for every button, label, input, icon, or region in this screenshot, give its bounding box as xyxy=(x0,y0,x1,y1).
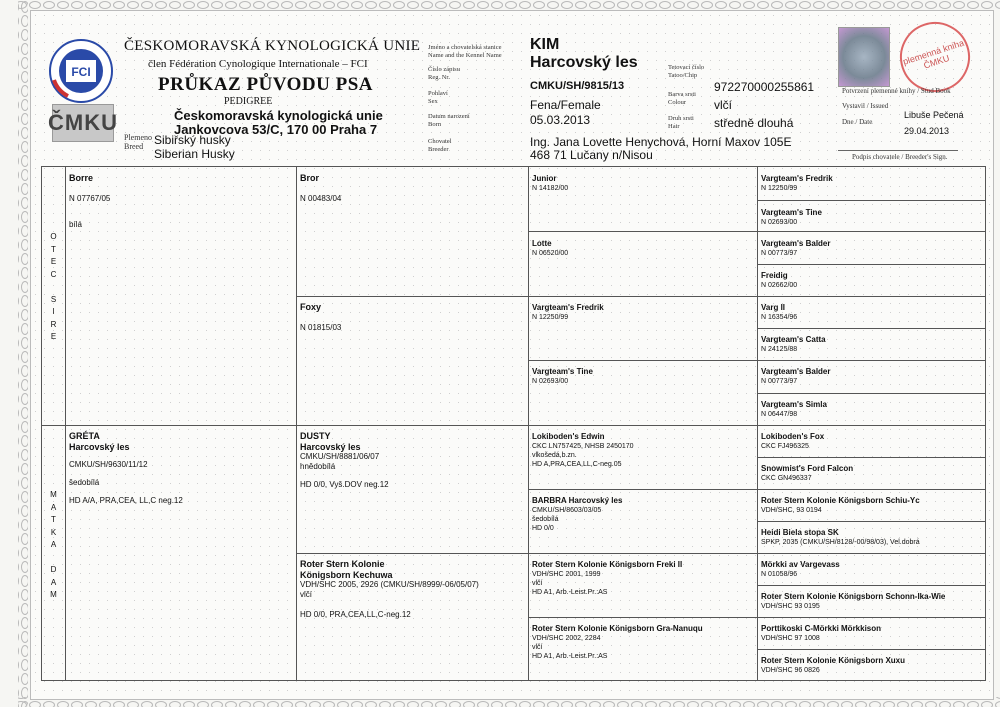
breeder-sign-label: Podpis chovatele / Breeder's Sign. xyxy=(852,153,948,161)
side-letter-dam: A xyxy=(50,540,57,549)
g4-name-15: Porttikoski C-Mörkki Mörkkison xyxy=(761,624,882,633)
sire-dam-reg: N 01815/03 xyxy=(300,322,342,332)
g4-cell-10 xyxy=(761,464,983,483)
chip-value: 972270000255861 xyxy=(714,80,815,94)
dam-sire-kennel: Harcovský les xyxy=(300,441,361,452)
g3-health-5: HD A,PRA,CEA,LL,C-neg.05 xyxy=(532,460,622,468)
dog-name xyxy=(530,36,638,72)
breed-cz: Sibiřský husky xyxy=(154,133,231,147)
g3-reg-6: CMKU/SH/8603/03/05 xyxy=(532,506,602,514)
doc-title: PRŮKAZ PŮVODU PSA xyxy=(158,74,374,95)
born-value: 05.03.2013 xyxy=(530,113,591,127)
g3-health-8: HD A1, Arb.-Leist.Pr.:AS xyxy=(532,652,608,660)
g4-name-7: Vargteam's Balder xyxy=(761,367,831,376)
side-letter-dam: M xyxy=(50,490,57,499)
g4-cell-12 xyxy=(761,528,983,547)
side-letter-dam: A xyxy=(50,502,57,512)
doc-subtitle: PEDIGREE xyxy=(224,96,273,107)
g4-reg-12: SPKP, 2035 (CMKU/SH/8128/-00/98/03), Vel.dobrá xyxy=(761,538,920,546)
g4-cell-5 xyxy=(761,303,983,322)
g3-name-3: Vargteam's Fredrik xyxy=(532,303,604,312)
sex-value: Fena/Female xyxy=(530,98,601,112)
g4-reg-10: CKC GN496337 xyxy=(761,474,812,482)
dam-sire-reg: CMKU/SH/8881/06/07 xyxy=(300,452,380,461)
sire-sire-cell xyxy=(300,173,522,204)
studbook-label: Potvrzení plemenné knihy / Stud Book xyxy=(842,87,951,95)
sire-dam-cell xyxy=(300,302,522,333)
g3-colour-5: vlkošedá,b.zn. xyxy=(532,451,577,459)
g3-name-6: BARBRA Harcovský les xyxy=(532,496,623,505)
g4-name-6: Vargteam's Catta xyxy=(761,335,826,344)
side-letter-sire xyxy=(42,281,65,294)
reg-number: CMKU/SH/9815/13 xyxy=(530,80,625,92)
born-label: Datum narození Born xyxy=(428,113,470,128)
g4-reg-7: N 00773/97 xyxy=(761,377,798,385)
g3-health-7: HD A1, Arb.-Leist.Pr.:AS xyxy=(532,588,608,596)
dam-colour: šedobílá xyxy=(69,478,100,487)
side-letter-dam: K xyxy=(50,527,57,537)
dam-dam-reg: VDH/SHC 2005, 2926 (CMKU/SH/8999/-06/05/07) xyxy=(300,580,479,589)
g3-reg-1: N 14182/00 xyxy=(532,184,569,192)
hair-label: Druh srsti Hair xyxy=(668,115,694,130)
g3-name-5: Lokiboden's Edwin xyxy=(532,432,605,441)
dam-dam-cell xyxy=(300,559,522,620)
issued-label: Vystavil / Issued xyxy=(842,102,889,110)
g3-reg-5: CKC LN757425, NHSB 2450170 xyxy=(532,442,634,450)
g4-reg-8: N 06447/98 xyxy=(761,410,798,418)
dam-cell xyxy=(69,431,289,506)
g3-colour-7: vlčí xyxy=(532,579,543,587)
side-letter-dam: A xyxy=(50,577,57,587)
org-subtitle: člen Fédération Cynologique Internationale – FCI xyxy=(148,58,368,70)
issue-date: 29.04.2013 xyxy=(904,126,950,136)
side-letter-sire: E xyxy=(50,332,57,341)
colour-value: vlčí xyxy=(714,98,732,112)
dam-dam-name: Roter Stern Kolonie xyxy=(300,559,385,569)
breed-en: Siberian Husky xyxy=(154,147,235,161)
g4-reg-13: N 01058/96 xyxy=(761,570,798,578)
g4-cell-9 xyxy=(761,432,983,451)
g3-reg-3: N 12250/99 xyxy=(532,313,569,321)
g4-reg-2: N 02693/00 xyxy=(761,218,798,226)
dam-reg: CMKU/SH/9630/11/12 xyxy=(69,460,148,469)
sire-colour: bílá xyxy=(69,219,82,229)
g4-name-2: Vargteam's Tine xyxy=(761,208,822,217)
sire-cell xyxy=(69,173,289,230)
reg-label: Číslo zápisu Reg. Nr. xyxy=(428,66,460,81)
g4-cell-4 xyxy=(761,271,983,290)
g4-name-14: Roter Stern Kolonie Königsborn Schonn-Ika-Wie xyxy=(761,592,946,601)
side-letter-dam: D xyxy=(50,565,57,574)
g3-name-1: Junior xyxy=(532,174,557,183)
sire-sire-name: Bror xyxy=(300,173,320,183)
hologram-sticker xyxy=(838,27,890,87)
sire-sire-reg: N 00483/04 xyxy=(300,193,342,203)
g4-name-10: Snowmist's Ford Falcon xyxy=(761,464,854,473)
dam-health: HD A/A, PRA,CEA, LL,C neg.12 xyxy=(69,496,183,505)
g3-cell-8 xyxy=(532,624,754,661)
breed-label xyxy=(124,133,152,151)
fci-logo xyxy=(48,38,114,104)
g3-cell-6 xyxy=(532,496,754,533)
g4-cell-14 xyxy=(761,592,983,611)
g4-cell-8 xyxy=(761,400,983,419)
g3-cell-5 xyxy=(532,432,754,469)
issued-by: Libuše Pečená xyxy=(904,110,964,120)
hair-value: středně dlouhá xyxy=(714,116,794,130)
breeder-label: Chovatel Breeder xyxy=(428,138,452,153)
g4-name-16: Roter Stern Kolonie Königsborn Xuxu xyxy=(761,656,906,665)
g4-cell-2 xyxy=(761,208,983,227)
side-letter-sire: S xyxy=(50,294,57,304)
g4-cell-1 xyxy=(761,174,983,193)
side-letter-sire: T xyxy=(51,244,56,254)
g3-colour-8: vlčí xyxy=(532,643,543,651)
g3-cell-7 xyxy=(532,560,754,597)
sire-name: Borre xyxy=(69,173,94,183)
signature-line xyxy=(838,150,958,151)
g4-reg-3: N 00773/97 xyxy=(761,249,798,257)
g4-reg-9: CKC FJ496325 xyxy=(761,442,809,450)
side-letter-sire: C xyxy=(50,269,57,279)
g4-reg-5: N 16354/96 xyxy=(761,313,798,321)
g4-reg-11: VDH/SHC, 93 0194 xyxy=(761,506,822,514)
cmku-logo: ČMKU xyxy=(52,104,114,142)
g3-reg-7: VDH/SHC 2001, 1999 xyxy=(532,570,601,578)
g4-reg-6: N 24125/88 xyxy=(761,345,798,353)
g4-name-4: Freidig xyxy=(761,271,788,280)
name-label: Jméno a chovatelská stanice Name and the Kennel Name xyxy=(428,44,502,59)
dam-sire-cell xyxy=(300,431,522,490)
g4-cell-3 xyxy=(761,239,983,258)
breed-label-en: Breed xyxy=(124,142,144,151)
side-letter-dam: M xyxy=(50,590,57,599)
tattoo-label: Tetovací číslo Tatoo/Chip xyxy=(668,64,705,79)
sex-label: Pohlaví Sex xyxy=(428,90,448,105)
breed-value xyxy=(154,133,235,161)
g4-cell-6 xyxy=(761,335,983,354)
g3-health-6: HD 0/0 xyxy=(532,524,554,532)
g3-name-4: Vargteam's Tine xyxy=(532,367,593,376)
g3-reg-2: N 06520/00 xyxy=(532,249,569,257)
g3-cell-2 xyxy=(532,239,754,258)
side-letter-sire: E xyxy=(50,257,57,266)
g4-reg-15: VDH/SHC 97 1008 xyxy=(761,634,820,642)
g4-name-12: Heidi Biela stopa SK xyxy=(761,528,839,537)
dam-dam-health: HD 0/0, PRA,CEA,LL,C-neg.12 xyxy=(300,610,411,619)
g3-name-8: Roter Stern Kolonie Königsborn Gra-Nanuqu xyxy=(532,624,703,633)
side-label-dam xyxy=(42,489,65,602)
dam-dam-kennel: Königsborn Kechuwa xyxy=(300,569,393,580)
g4-name-9: Lokiboden's Fox xyxy=(761,432,825,441)
g4-name-5: Varg II xyxy=(761,303,786,312)
breeder-value xyxy=(530,136,792,162)
g4-cell-15 xyxy=(761,624,983,643)
g3-cell-3 xyxy=(532,303,754,322)
sire-dam-name: Foxy xyxy=(300,302,322,312)
g3-name-7: Roter Stern Kolonie Königsborn Freki II xyxy=(532,560,683,569)
g3-cell-4 xyxy=(532,367,754,386)
g4-name-11: Roter Stern Kolonie Königsborn Schiu-Yc xyxy=(761,496,920,505)
g4-reg-4: N 02662/00 xyxy=(761,281,798,289)
g3-cell-1 xyxy=(532,174,754,193)
side-letter-sire: I xyxy=(52,307,55,316)
g4-cell-16 xyxy=(761,656,983,675)
dam-sire-colour: hnědobílá xyxy=(300,462,336,471)
date-label: Dne / Date xyxy=(842,118,873,126)
g3-reg-4: N 02693/00 xyxy=(532,377,569,385)
dam-kennel: Harcovský les xyxy=(69,441,130,452)
pedigree-table xyxy=(41,166,986,681)
dam-sire-health: HD 0/0, Vyš.DOV neg.12 xyxy=(300,480,389,489)
side-letter-dam: T xyxy=(51,515,56,524)
dam-dam-colour: vlčí xyxy=(300,590,312,599)
side-label-sire xyxy=(42,231,65,344)
side-letter-sire: R xyxy=(50,319,57,329)
breeder-line2: 468 71 Lučany n/Nisou xyxy=(530,148,653,162)
g4-reg-16: VDH/SHC 96 0826 xyxy=(761,666,820,674)
colour-label: Barva srsti Colour xyxy=(668,91,696,106)
g3-colour-6: šedobílá xyxy=(532,515,559,523)
breed-label-cz: Plemeno xyxy=(124,133,152,142)
g3-name-2: Lotte xyxy=(532,239,552,248)
sire-reg: N 07767/05 xyxy=(69,193,111,203)
studbook-stamp: plemenná kniha ČMKU xyxy=(891,13,979,101)
side-letter-sire: O xyxy=(50,232,57,241)
g4-name-13: Mörkki av Vargevass xyxy=(761,560,840,569)
g4-reg-1: N 12250/99 xyxy=(761,184,798,192)
g4-name-1: Vargteam's Fredrik xyxy=(761,174,833,183)
breeder-line1: Ing. Jana Lovette Henychová, Horní Maxov 105E xyxy=(530,135,792,149)
issuer-name: Českomoravská kynologická unie xyxy=(174,108,383,123)
org-title: ČESKOMORAVSKÁ KYNOLOGICKÁ UNIE xyxy=(124,38,421,54)
side-letter-dam xyxy=(42,552,65,565)
svg-text:FCI: FCI xyxy=(71,65,91,79)
g4-name-3: Vargteam's Balder xyxy=(761,239,831,248)
g4-cell-7 xyxy=(761,367,983,386)
g3-reg-8: VDH/SHC 2002, 2284 xyxy=(532,634,601,642)
g4-cell-11 xyxy=(761,496,983,515)
g4-cell-13 xyxy=(761,560,983,579)
g4-name-8: Vargteam's Simla xyxy=(761,400,827,409)
dam-name: GRÉTA xyxy=(69,431,100,441)
dog-kennel: Harcovský les xyxy=(530,54,638,71)
issuer-address: Jankovcova 53/C, 170 00 Praha 7 xyxy=(174,122,378,137)
dam-sire-name: DUSTY xyxy=(300,431,331,441)
g4-reg-14: VDH/SHC 93 0195 xyxy=(761,602,820,610)
dog-call-name: KIM xyxy=(530,36,560,53)
